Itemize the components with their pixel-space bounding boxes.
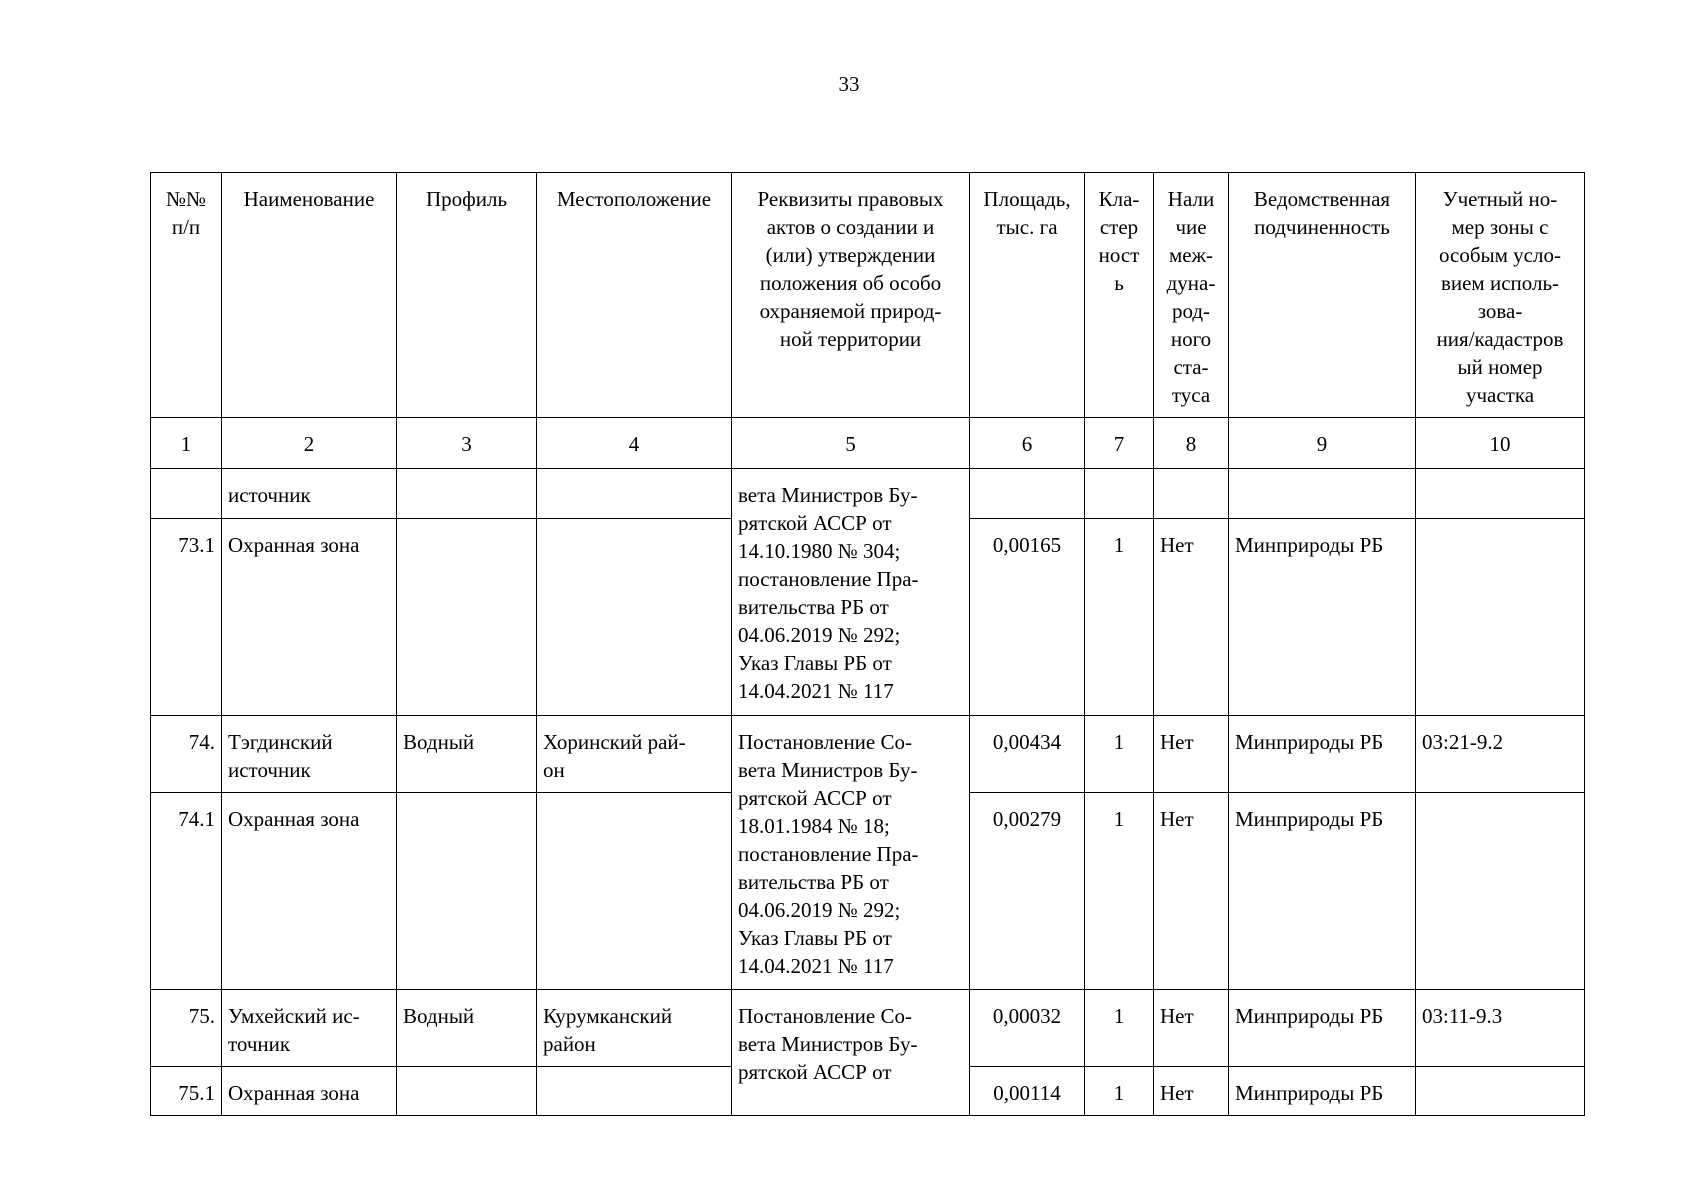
- cell-area: 0,00165: [970, 519, 1085, 716]
- cell-name: источник: [222, 469, 397, 519]
- table-row: [151, 716, 1585, 793]
- cell-profile: [397, 519, 537, 716]
- header-legal-acts: Реквизиты правовых актов о создании и (или) утверждении положения об особо охраняемой природ- ной территории: [732, 173, 970, 418]
- cell-cluster: 1: [1085, 990, 1154, 1067]
- cell-department: Минприроды РБ: [1229, 793, 1416, 990]
- cell-name: Тэгдинский источник: [222, 716, 397, 793]
- header-international-status: Нали чие меж- дуна- род- ного ста- туса: [1154, 173, 1229, 418]
- column-number: 7: [1085, 418, 1154, 469]
- header-department: Ведомственная подчиненность: [1229, 173, 1416, 418]
- cell-department: Минприроды РБ: [1229, 716, 1416, 793]
- cell-location: [537, 469, 732, 519]
- column-number: 6: [970, 418, 1085, 469]
- protected-areas-table: [150, 172, 1585, 1116]
- cell-profile: [397, 469, 537, 519]
- cell-intl: [1154, 469, 1229, 519]
- cell-profile: Водный: [397, 716, 537, 793]
- cell-location: [537, 519, 732, 716]
- cell-intl: Нет: [1154, 990, 1229, 1067]
- cell-location: [537, 793, 732, 990]
- cell-legal-acts: вета Министров Бу- рятской АССР от 14.10.1980 № 304; постановление Пра- вительства РБ от 04.06.2019 № 292; Указ Главы РБ от 14.04.2021 № 117: [732, 469, 970, 716]
- column-number: 4: [537, 418, 732, 469]
- cell-registry: [1416, 519, 1585, 716]
- table-row: [151, 469, 1585, 519]
- cell-area: 0,00114: [970, 1067, 1085, 1116]
- cell-num: 75.: [151, 990, 222, 1067]
- header-cluster: Кла- стер ност ь: [1085, 173, 1154, 418]
- cell-registry: [1416, 1067, 1585, 1116]
- cell-cluster: 1: [1085, 716, 1154, 793]
- cell-registry: 03:21-9.2: [1416, 716, 1585, 793]
- cell-department: Минприроды РБ: [1229, 990, 1416, 1067]
- cell-location: Хоринский рай- он: [537, 716, 732, 793]
- cell-cluster: 1: [1085, 1067, 1154, 1116]
- cell-area: 0,00279: [970, 793, 1085, 990]
- cell-department: Минприроды РБ: [1229, 1067, 1416, 1116]
- column-number: 2: [222, 418, 397, 469]
- column-number: 8: [1154, 418, 1229, 469]
- header-location: Местоположение: [537, 173, 732, 418]
- cell-location: [537, 1067, 732, 1116]
- cell-num: 73.1: [151, 519, 222, 716]
- cell-cluster: 1: [1085, 519, 1154, 716]
- cell-intl: Нет: [1154, 793, 1229, 990]
- cell-num: 74.1: [151, 793, 222, 990]
- cell-num: 75.1: [151, 1067, 222, 1116]
- header-name: Наименование: [222, 173, 397, 418]
- column-number: 10: [1416, 418, 1585, 469]
- cell-profile: Водный: [397, 990, 537, 1067]
- cell-registry: [1416, 469, 1585, 519]
- header-row: [151, 173, 1585, 418]
- cell-registry: 03:11-9.3: [1416, 990, 1585, 1067]
- cell-cluster: 1: [1085, 793, 1154, 990]
- cell-legal-acts: Постановление Со- вета Министров Бу- рятской АССР от 18.01.1984 № 18; постановление Пра- вительства РБ от 04.06.2019 № 292; Указ Главы РБ от 14.04.2021 № 117: [732, 716, 970, 990]
- cell-intl: Нет: [1154, 1067, 1229, 1116]
- cell-num: [151, 469, 222, 519]
- cell-area: 0,00032: [970, 990, 1085, 1067]
- column-number: 1: [151, 418, 222, 469]
- header-area: Площадь, тыс. га: [970, 173, 1085, 418]
- column-number: 5: [732, 418, 970, 469]
- cell-profile: [397, 1067, 537, 1116]
- table-row: [151, 990, 1585, 1067]
- column-number: 9: [1229, 418, 1416, 469]
- cell-intl: Нет: [1154, 716, 1229, 793]
- cell-location: Курумканский район: [537, 990, 732, 1067]
- column-number: 3: [397, 418, 537, 469]
- header-num: №№ п/п: [151, 173, 222, 418]
- cell-registry: [1416, 793, 1585, 990]
- cell-area: [970, 469, 1085, 519]
- column-numbers-row: [151, 418, 1585, 469]
- cell-name: Охранная зона: [222, 519, 397, 716]
- page-number: 33: [838, 72, 860, 96]
- cell-name: Умхейский ис- точник: [222, 990, 397, 1067]
- cell-name: Охранная зона: [222, 793, 397, 990]
- cell-intl: Нет: [1154, 519, 1229, 716]
- cell-profile: [397, 793, 537, 990]
- cell-num: 74.: [151, 716, 222, 793]
- cell-legal-acts: Постановление Со- вета Министров Бу- рятской АССР от: [732, 990, 970, 1116]
- cell-cluster: [1085, 469, 1154, 519]
- header-profile: Профиль: [397, 173, 537, 418]
- cell-area: 0,00434: [970, 716, 1085, 793]
- cell-department: Минприроды РБ: [1229, 519, 1416, 716]
- cell-department: [1229, 469, 1416, 519]
- header-registry-number: Учетный но- мер зоны с особым усло- вием исполь- зова- ния/кадастров ый номер участка: [1416, 173, 1585, 418]
- cell-name: Охранная зона: [222, 1067, 397, 1116]
